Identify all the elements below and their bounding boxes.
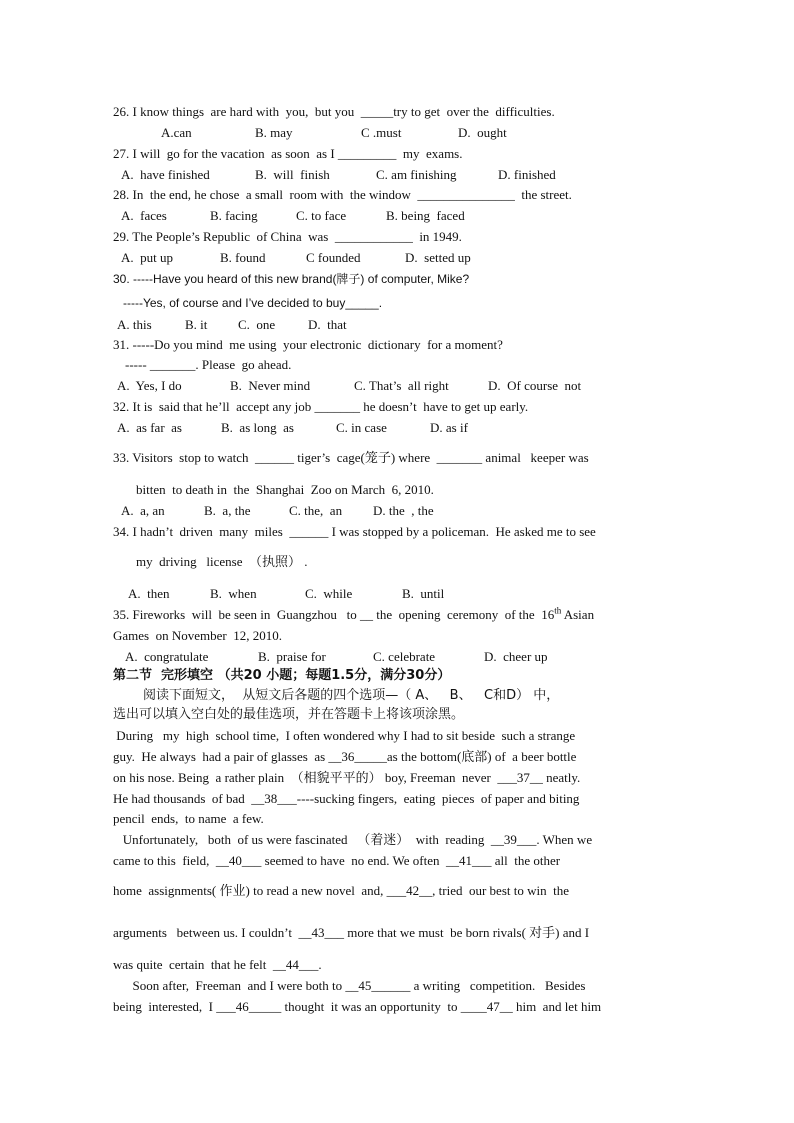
passage-line: on his nose. Being a rather plain （相貌平平的） boy, Freeman never ___37__ neatly.	[113, 770, 581, 785]
q30-option-d: D. that	[308, 317, 347, 332]
question-28-stem: 28. In the end, he chose a small room with the window _______________ the street.	[113, 187, 572, 202]
q26-option-c: C .must	[361, 125, 402, 140]
question-27-stem: 27. I will go for the vacation as soon as I _________ my exams.	[113, 146, 463, 161]
section-heading: 第二节 完形填空 （共20 小题；每题1.5分，满分30分）	[113, 668, 451, 683]
passage-line: being interested, I ___46_____ thought it was an opportunity to ____47__ him and let him	[113, 999, 602, 1014]
q33-option-b: B. a, the	[204, 503, 251, 518]
q29-option-c: C founded	[306, 250, 361, 265]
passage-line: home assignments( 作业) to read a new novel and, ___42__, tried our best to win the	[113, 883, 569, 898]
q33-option-c: C. the, an	[289, 503, 343, 518]
q27-option-c: C. am finishing	[376, 167, 457, 182]
question-35-stem: 35. Fireworks will be seen in Guangzhou to __ the opening ceremony of the 16th Asian	[113, 605, 595, 622]
question-30-reply: -----Yes, of course and I’ve decided to buy_____.	[123, 296, 383, 310]
question-34-stem: 34. I hadn’t driven many miles ______ I was stopped by a policeman. He asked me to see	[113, 524, 596, 539]
question-29-stem: 29. The People’s Republic of China was ____________ in 1949.	[113, 229, 462, 244]
q32-option-a: A. as far as	[117, 420, 182, 435]
question-32-stem: 32. It is said that he’ll accept any job _______ he doesn’t have to get up early.	[113, 399, 529, 414]
passage-line: was quite certain that he felt __44___.	[113, 957, 322, 972]
q35-option-c: C. celebrate	[373, 649, 436, 664]
passage-line: came to this field, __40___ seemed to have no end. We often __41___ all the other	[113, 853, 561, 868]
q34-option-b: B. when	[210, 586, 257, 601]
q30-option-a: A. this	[117, 317, 152, 332]
passage-line: arguments between us. I couldn’t __43___ more that we must be born rivals( 对手) and I	[113, 925, 590, 940]
q31-option-d: D. Of course not	[488, 378, 582, 393]
question-35-stem-cont: Games on November 12, 2010.	[113, 628, 282, 643]
passage-line: During my high school time, I often wondered why I had to sit beside such a strange	[113, 728, 576, 743]
question-31-stem: 31. -----Do you mind me using your electronic dictionary for a moment?	[113, 337, 503, 352]
q26-option-b: B. may	[255, 125, 293, 140]
q35-option-b: B. praise for	[258, 649, 326, 664]
q27-option-a: A. have finished	[121, 167, 210, 182]
q32-option-c: C. in case	[336, 420, 387, 435]
q28-option-b: B. facing	[210, 208, 258, 223]
q29-option-a: A. put up	[121, 250, 173, 265]
q28-option-d: B. being faced	[386, 208, 465, 223]
q35-option-a: A. congratulate	[125, 649, 209, 664]
q28-option-a: A. faces	[121, 208, 167, 223]
ordinal-suffix: th	[554, 605, 562, 616]
q30-option-c: C. one	[238, 317, 276, 332]
q29-option-d: D. setted up	[405, 250, 471, 265]
section-instruction-2: 选出可以填入空白处的最佳选项，并在答题卡上将该项涂黑。	[113, 707, 465, 722]
q31-option-a: A. Yes, I do	[117, 378, 182, 393]
question-33-stem: 33. Visitors stop to watch ______ tiger’s cage(笼子) where _______ animal keeper was	[113, 450, 589, 465]
question-30-stem: 30. -----Have you heard of this new brand(牌子) of computer, Mike?	[113, 272, 470, 286]
question-34-stem-cont: my driving license （执照） .	[136, 554, 308, 569]
q34-option-a: A. then	[128, 586, 170, 601]
q28-option-c: C. to face	[296, 208, 347, 223]
passage-line: He had thousands of bad __38___----sucking fingers, eating pieces of paper and biting	[113, 791, 580, 806]
q32-option-d: D. as if	[430, 420, 468, 435]
q26-option-d: D. ought	[458, 125, 507, 140]
q30-option-b: B. it	[185, 317, 208, 332]
q31-option-c: C. That’s all right	[354, 378, 449, 393]
q27-option-b: B. will finish	[255, 167, 330, 182]
question-31-reply: ----- _______. Please go ahead.	[125, 357, 292, 372]
passage-line: pencil ends, to name a few.	[113, 811, 264, 826]
question-26-stem: 26. I know things are hard with you, but you _____try to get over the difficulties.	[113, 104, 555, 119]
q34-option-d: B. until	[402, 586, 445, 601]
passage-line: Unfortunately, both of us were fascinated （着迷） with reading __39___. When we	[113, 832, 593, 847]
q35-option-d: D. cheer up	[484, 649, 548, 664]
q29-option-b: B. found	[220, 250, 266, 265]
q27-option-d: D. finished	[498, 167, 556, 182]
q31-option-b: B. Never mind	[230, 378, 311, 393]
q26-option-a: A.can	[161, 125, 192, 140]
passage-line: guy. He always had a pair of glasses as __36_____as the bottom(底部) of a beer bottle	[113, 749, 577, 764]
question-33-stem-cont: bitten to death in the Shanghai Zoo on March 6, 2010.	[136, 482, 434, 497]
passage-line: Soon after, Freeman and I were both to __45______ a writing competition. Besides	[113, 978, 586, 993]
section-instruction-1: 阅读下面短文， 从短文后各题的四个选项—（ A、 B、 C和D） 中，	[143, 688, 560, 703]
q32-option-b: B. as long as	[221, 420, 294, 435]
q33-option-a: A. a, an	[121, 503, 165, 518]
q33-option-d: D. the , the	[373, 503, 434, 518]
q34-option-c: C. while	[305, 586, 353, 601]
